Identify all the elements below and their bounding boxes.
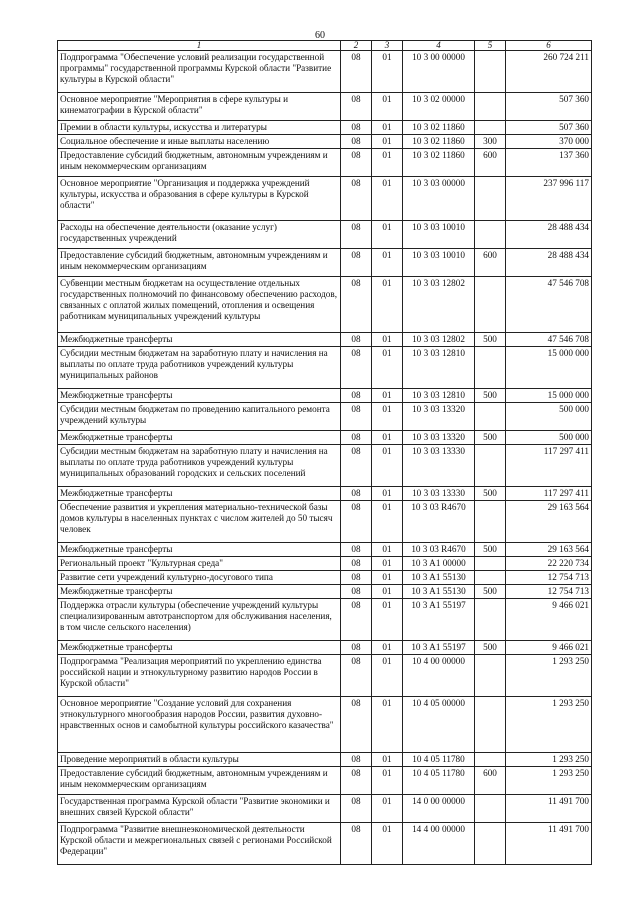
column-header: 1 [58,41,341,51]
row-section: 08 [341,249,372,277]
table-row [58,149,592,177]
column-number-row [58,41,592,51]
table-row [58,571,592,585]
row-name: Субсидии местным бюджетам по проведению капитального ремонта учреждений культуры [58,403,341,431]
row-name: Премии в области культуры, искусства и литературы [58,121,341,135]
row-section: 08 [341,501,372,543]
row-target-code: 10 3 03 13320 [403,431,475,445]
row-expense-type: 600 [475,249,506,277]
row-section: 08 [341,149,372,177]
row-name: Субсидии местным бюджетам на заработную плату и начисления на выплаты по оплате труда работников учреждений культуры муниципальных образований городских и сельских поселений [58,445,341,487]
row-subsection: 01 [372,389,403,403]
row-target-code: 10 3 03 13330 [403,487,475,501]
row-target-code: 10 4 00 00000 [403,655,475,697]
table-row [58,585,592,599]
row-subsection: 01 [372,585,403,599]
row-expense-type [475,599,506,641]
row-name: Социальное обеспечение и иные выплаты населению [58,135,341,149]
row-subsection: 01 [372,641,403,655]
row-subsection: 01 [372,655,403,697]
row-target-code: 14 0 00 00000 [403,795,475,823]
row-name: Обеспечение развития и укрепления материально-технической базы домов культуры в населенных пунктах с числом жителей до 50 тысяч человек [58,501,341,543]
table-row [58,753,592,767]
row-subsection: 01 [372,543,403,557]
row-name: Проведение мероприятий в области культуры [58,753,341,767]
table-row [58,557,592,571]
table-row [58,135,592,149]
row-target-code: 10 4 05 11780 [403,767,475,795]
row-section: 08 [341,585,372,599]
row-subsection: 01 [372,571,403,585]
row-section: 08 [341,487,372,501]
row-amount: 47 546 708 [506,333,592,347]
row-target-code: 10 3 A1 55130 [403,585,475,599]
table-row [58,93,592,121]
row-name: Государственная программа Курской области "Развитие экономики и внешних связей Курской области" [58,795,341,823]
row-amount: 12 754 713 [506,585,592,599]
row-name: Подпрограмма "Обеспечение условий реализации государственной программы" государственной программы Курской области "Развитие культуры в Курской области" [58,51,341,93]
row-section: 08 [341,571,372,585]
row-expense-type [475,501,506,543]
row-amount: 117 297 411 [506,445,592,487]
row-subsection: 01 [372,557,403,571]
row-subsection: 01 [372,277,403,333]
row-amount: 12 754 713 [506,571,592,585]
row-subsection: 01 [372,599,403,641]
table-row [58,403,592,431]
row-expense-type [475,823,506,865]
column-header: 3 [372,41,403,51]
row-amount: 29 163 564 [506,501,592,543]
row-target-code: 10 3 02 00000 [403,93,475,121]
row-name: Подпрограмма "Развитие внешнеэкономической деятельности Курской области и межрегиональных связей с регионами Российской Федерации" [58,823,341,865]
row-target-code: 10 3 A1 55130 [403,571,475,585]
row-expense-type: 500 [475,641,506,655]
row-name: Региональный проект "Культурная среда" [58,557,341,571]
table-row [58,177,592,221]
row-amount: 11 491 700 [506,823,592,865]
row-amount: 260 724 211 [506,51,592,93]
row-amount: 500 000 [506,403,592,431]
row-section: 08 [341,221,372,249]
row-subsection: 01 [372,767,403,795]
row-target-code: 10 3 02 11860 [403,135,475,149]
row-target-code: 10 3 02 11860 [403,149,475,177]
table-row [58,501,592,543]
row-section: 08 [341,177,372,221]
table-row [58,121,592,135]
row-name: Межбюджетные трансферты [58,431,341,445]
row-amount: 11 491 700 [506,795,592,823]
row-section: 08 [341,93,372,121]
row-section: 08 [341,753,372,767]
row-expense-type [475,403,506,431]
row-name: Расходы на обеспечение деятельности (оказание услуг) государственных учреждений [58,221,341,249]
row-target-code: 10 3 03 13320 [403,403,475,431]
row-name: Предоставление субсидий бюджетным, автономным учреждениям и иным некоммерческим организациям [58,767,341,795]
row-amount: 15 000 000 [506,389,592,403]
row-amount: 47 546 708 [506,277,592,333]
row-target-code: 10 3 03 12810 [403,389,475,403]
row-amount: 1 293 250 [506,767,592,795]
row-amount: 117 297 411 [506,487,592,501]
row-subsection: 01 [372,121,403,135]
row-name: Межбюджетные трансферты [58,641,341,655]
table-row [58,347,592,389]
row-section: 08 [341,445,372,487]
row-expense-type [475,655,506,697]
row-target-code: 10 3 03 10010 [403,249,475,277]
row-expense-type: 500 [475,487,506,501]
table-row [58,697,592,753]
table-row [58,823,592,865]
row-expense-type: 600 [475,767,506,795]
row-amount: 507 360 [506,93,592,121]
table-row [58,767,592,795]
row-section: 08 [341,333,372,347]
row-expense-type [475,753,506,767]
row-target-code: 10 3 A1 55197 [403,641,475,655]
row-amount: 507 360 [506,121,592,135]
row-name: Субсидии местным бюджетам на заработную плату и начисления на выплаты по оплате труда работников учреждений культуры муниципальных районов [58,347,341,389]
row-expense-type [475,93,506,121]
row-amount: 9 466 021 [506,599,592,641]
row-amount: 15 000 000 [506,347,592,389]
row-subsection: 01 [372,249,403,277]
row-subsection: 01 [372,445,403,487]
row-name: Предоставление субсидий бюджетным, автономным учреждениям и иным некоммерческим организациям [58,249,341,277]
row-target-code: 10 3 03 12802 [403,277,475,333]
table-row [58,389,592,403]
row-subsection: 01 [372,51,403,93]
row-subsection: 01 [372,753,403,767]
table-row [58,221,592,249]
column-header: 4 [403,41,475,51]
row-amount: 28 488 434 [506,249,592,277]
row-section: 08 [341,697,372,753]
row-expense-type: 300 [475,135,506,149]
row-subsection: 01 [372,795,403,823]
row-subsection: 01 [372,135,403,149]
table-row [58,599,592,641]
row-amount: 1 293 250 [506,753,592,767]
row-section: 08 [341,51,372,93]
row-name: Основное мероприятие "Мероприятия в сфере культуры и кинематографии в Курской области" [58,93,341,121]
row-name: Развитие сети учреждений культурно-досугового типа [58,571,341,585]
row-expense-type [475,221,506,249]
row-section: 08 [341,135,372,149]
row-subsection: 01 [372,403,403,431]
table-row [58,487,592,501]
row-section: 08 [341,599,372,641]
row-subsection: 01 [372,149,403,177]
row-expense-type [475,121,506,135]
row-target-code: 10 3 03 R4670 [403,501,475,543]
page-number: 60 [315,30,325,41]
table-row [58,51,592,93]
table-row [58,431,592,445]
row-section: 08 [341,403,372,431]
row-expense-type: 500 [475,389,506,403]
row-section: 08 [341,767,372,795]
row-expense-type [475,177,506,221]
row-expense-type [475,571,506,585]
row-name: Поддержка отрасли культуры (обеспечение учреждений культуры специализированным автотранспортом для обслуживания населения, в том числе сельского населения) [58,599,341,641]
row-subsection: 01 [372,823,403,865]
row-name: Межбюджетные трансферты [58,543,341,557]
row-subsection: 01 [372,93,403,121]
row-expense-type: 500 [475,333,506,347]
row-name: Основное мероприятие "Организация и поддержка учреждений культуры, искусства и образования в сфере культуры в Курской области" [58,177,341,221]
row-name: Межбюджетные трансферты [58,487,341,501]
row-section: 08 [341,347,372,389]
row-target-code: 10 3 02 11860 [403,121,475,135]
row-section: 08 [341,431,372,445]
row-name: Межбюджетные трансферты [58,585,341,599]
row-expense-type: 500 [475,585,506,599]
table-row [58,277,592,333]
row-section: 08 [341,389,372,403]
table-row [58,641,592,655]
row-expense-type [475,697,506,753]
row-target-code: 10 3 03 12802 [403,333,475,347]
table-row [58,333,592,347]
row-subsection: 01 [372,177,403,221]
row-amount: 137 360 [506,149,592,177]
column-header: 2 [341,41,372,51]
row-section: 08 [341,277,372,333]
row-name: Межбюджетные трансферты [58,333,341,347]
row-target-code: 10 3 03 10010 [403,221,475,249]
row-amount: 1 293 250 [506,697,592,753]
row-expense-type [475,795,506,823]
row-section: 08 [341,121,372,135]
row-subsection: 01 [372,333,403,347]
table-row [58,445,592,487]
row-amount: 9 466 021 [506,641,592,655]
row-subsection: 01 [372,487,403,501]
row-amount: 237 996 117 [506,177,592,221]
row-amount: 500 000 [506,431,592,445]
row-subsection: 01 [372,347,403,389]
row-target-code: 10 3 03 R4670 [403,543,475,557]
row-section: 08 [341,795,372,823]
row-section: 08 [341,641,372,655]
row-section: 08 [341,823,372,865]
row-amount: 29 163 564 [506,543,592,557]
row-target-code: 10 3 A1 55197 [403,599,475,641]
table-row [58,795,592,823]
row-name: Субвенции местным бюджетам на осуществление отдельных государственных полномочий по финансовому обеспечению расходов, связанных с оплатой жилых помещений, отопления и освещения работникам муниципальных учреждений культуры [58,277,341,333]
row-amount: 28 488 434 [506,221,592,249]
table-row [58,249,592,277]
row-subsection: 01 [372,501,403,543]
row-expense-type [475,557,506,571]
row-target-code: 10 3 03 12810 [403,347,475,389]
row-name: Основное мероприятие "Создание условий для сохранения этнокультурного многообразия народов России, развития духовно-нравственных основ и самобытной культуры российского казачества" [58,697,341,753]
row-expense-type [475,445,506,487]
row-target-code: 10 4 05 11780 [403,753,475,767]
row-amount: 370 000 [506,135,592,149]
row-subsection: 01 [372,697,403,753]
row-amount: 22 220 734 [506,557,592,571]
row-target-code: 14 4 00 00000 [403,823,475,865]
row-section: 08 [341,557,372,571]
row-name: Межбюджетные трансферты [58,389,341,403]
row-expense-type [475,277,506,333]
table-row [58,543,592,557]
row-section: 08 [341,543,372,557]
column-header: 5 [475,41,506,51]
row-expense-type: 500 [475,431,506,445]
table-row [58,655,592,697]
row-expense-type [475,347,506,389]
row-target-code: 10 3 03 00000 [403,177,475,221]
budget-table [57,40,592,865]
row-target-code: 10 3 00 00000 [403,51,475,93]
row-target-code: 10 4 05 00000 [403,697,475,753]
row-expense-type: 500 [475,543,506,557]
row-amount: 1 293 250 [506,655,592,697]
row-subsection: 01 [372,431,403,445]
row-expense-type: 600 [475,149,506,177]
row-expense-type [475,51,506,93]
row-name: Подпрограмма "Реализация мероприятий по укреплению единства российской нации и этнокультурному развитию народов России в Курской области" [58,655,341,697]
row-target-code: 10 3 A1 00000 [403,557,475,571]
row-subsection: 01 [372,221,403,249]
column-header: 6 [506,41,592,51]
row-target-code: 10 3 03 13330 [403,445,475,487]
row-name: Предоставление субсидий бюджетным, автономным учреждениям и иным некоммерческим организациям [58,149,341,177]
row-section: 08 [341,655,372,697]
